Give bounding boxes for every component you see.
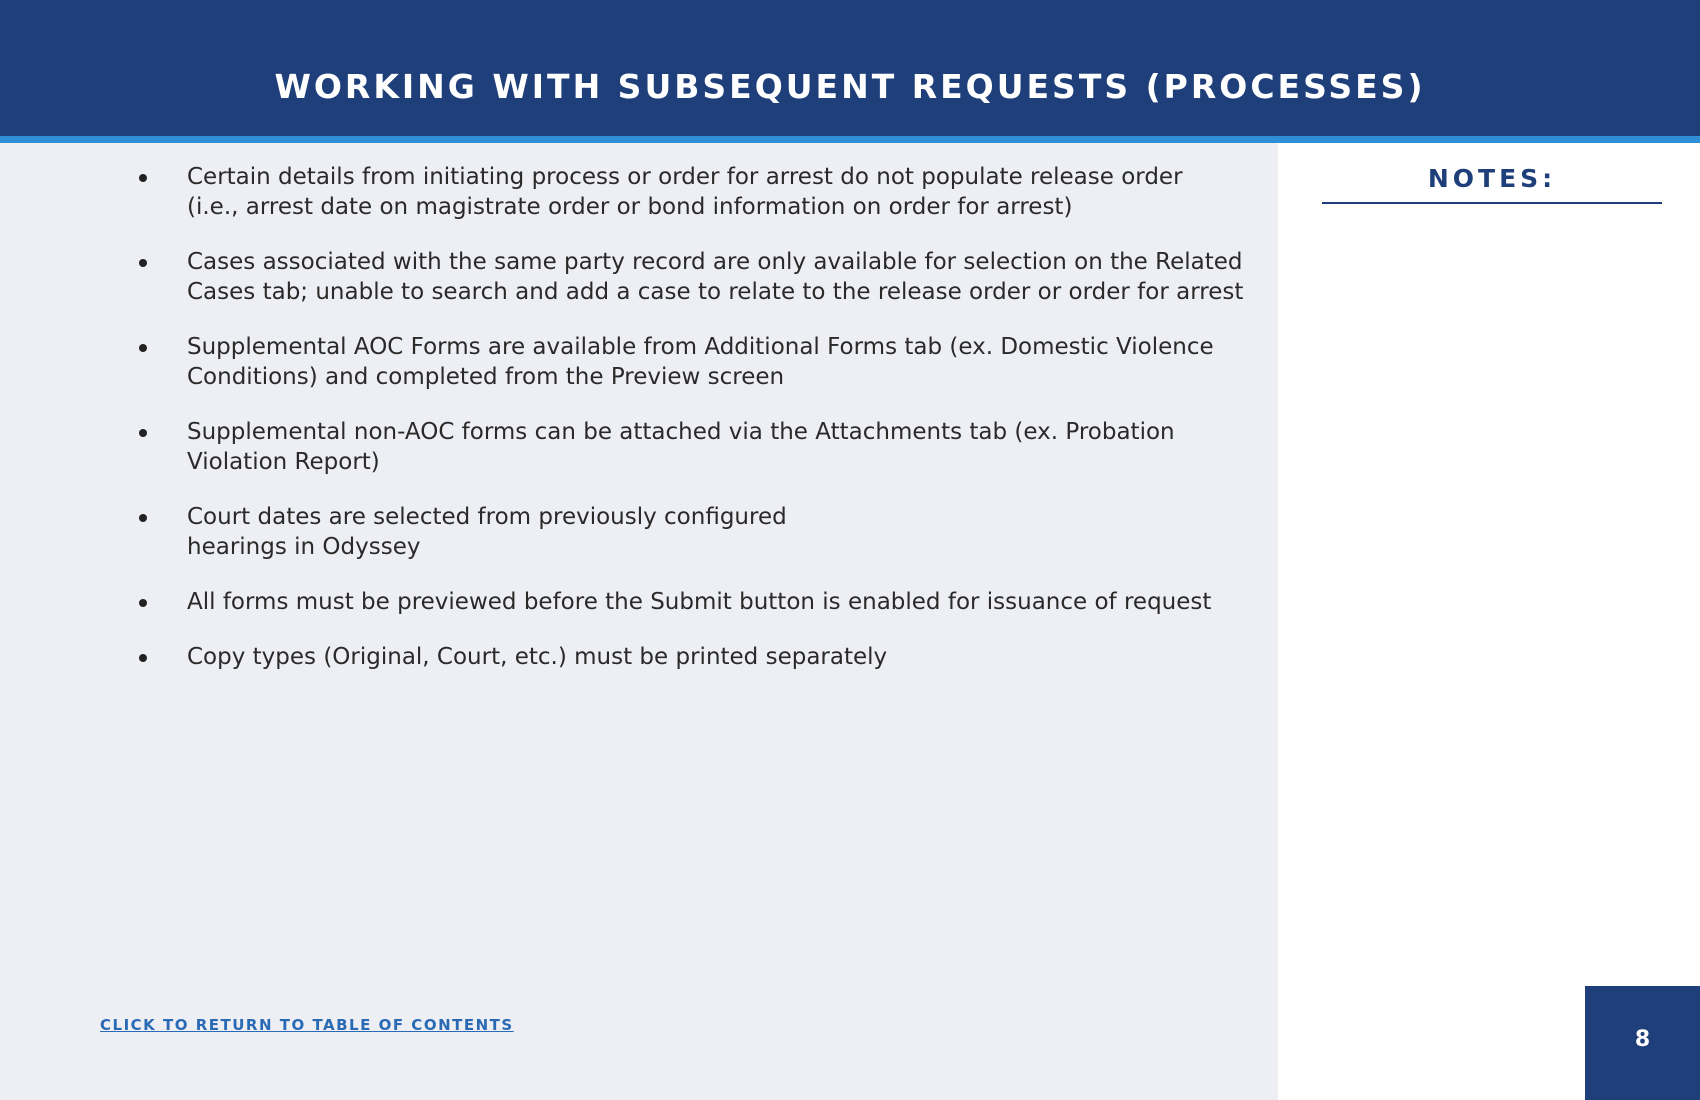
bullet-text-line: Copy types (Original, Court, etc.) must be printed separately	[187, 644, 888, 670]
bullet-text-line: Cases tab; unable to search and add a case to relate to the release order or order for arrest	[187, 279, 1244, 305]
list-item	[135, 587, 1255, 617]
page-number: 8	[1634, 1027, 1651, 1052]
list-item	[135, 332, 1255, 392]
bullet-list	[135, 162, 1255, 697]
header-accent-bar	[0, 136, 1700, 143]
notes-divider	[1322, 202, 1662, 204]
bullet-text-line: Supplemental AOC Forms are available from Additional Forms tab (ex. Domestic Violence	[187, 334, 1214, 360]
bullet-text-line: Violation Report)	[187, 449, 380, 475]
bullet-icon	[139, 514, 147, 522]
page-number-box	[1585, 986, 1700, 1100]
list-item	[135, 417, 1255, 477]
bullet-icon	[139, 344, 147, 352]
list-item	[135, 642, 1255, 672]
bullet-icon	[139, 654, 147, 662]
bullet-text-line: Supplemental non-AOC forms can be attached via the Attachments tab (ex. Probation	[187, 419, 1175, 445]
bullet-text-line: Cases associated with the same party record are only available for selection on the Related	[187, 249, 1243, 275]
bullet-text-line: Court dates are selected from previously configured	[187, 504, 787, 530]
bullet-text-line: Conditions) and completed from the Preview screen	[187, 364, 785, 390]
page-header	[0, 0, 1700, 136]
list-item	[135, 502, 1255, 562]
notes-panel	[1278, 143, 1700, 1100]
bullet-text-line: All forms must be previewed before the Submit button is enabled for issuance of request	[187, 589, 1212, 615]
bullet-text-line: Certain details from initiating process or order for arrest do not populate release order	[187, 164, 1183, 190]
bullet-icon	[139, 599, 147, 607]
page-title: WORKING WITH SUBSEQUENT REQUESTS (PROCESSES)	[274, 67, 1426, 106]
bullet-text-line: hearings in Odyssey	[187, 534, 421, 560]
list-item	[135, 162, 1255, 222]
bullet-text-line: (i.e., arrest date on magistrate order or bond information on order for arrest)	[187, 194, 1073, 220]
bullet-icon	[139, 174, 147, 182]
notes-heading: NOTES:	[1427, 164, 1557, 193]
bullet-icon	[139, 429, 147, 437]
table-of-contents-link[interactable]: CLICK TO RETURN TO TABLE OF CONTENTS	[100, 1016, 514, 1034]
bullet-icon	[139, 259, 147, 267]
list-item	[135, 247, 1255, 307]
